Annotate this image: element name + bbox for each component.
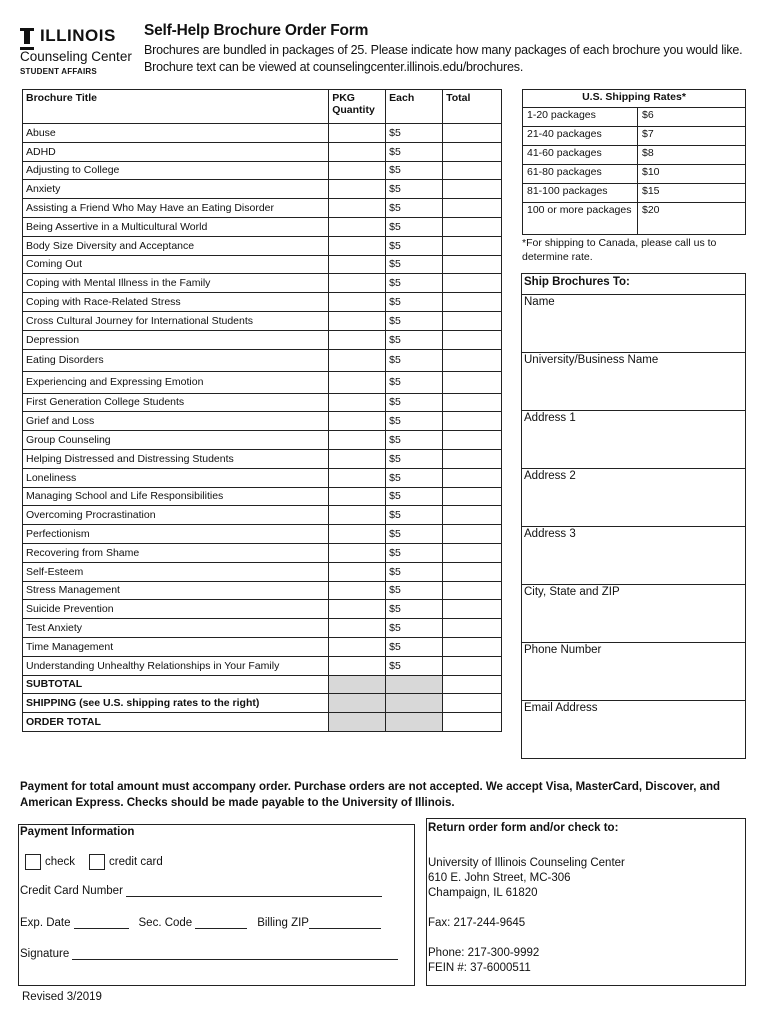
brochure-title-cell: ADHD (23, 142, 329, 161)
return-title: Return order form and/or check to: (428, 822, 619, 834)
row-total-input[interactable] (443, 199, 502, 218)
table-row (23, 525, 502, 544)
summary-qty-cell (329, 713, 386, 732)
each-price-cell: $5 (386, 656, 443, 675)
ship-to-field-label: Name (524, 296, 555, 308)
each-price-cell: $5 (386, 619, 443, 638)
each-price-cell: $5 (386, 236, 443, 255)
table-row (23, 217, 502, 236)
brochure-title-cell: Experiencing and Expressing Emotion (23, 371, 329, 393)
card-number-label: Credit Card Number (20, 885, 123, 897)
each-price-cell: $5 (386, 255, 443, 274)
each-price-cell: $5 (386, 349, 443, 371)
check-label: check (45, 856, 76, 868)
logo-main-text: ILLINOIS (40, 26, 116, 45)
col-header-total: Total (443, 90, 502, 124)
credit-card-label: credit card (109, 856, 163, 868)
row-total-input[interactable] (443, 468, 502, 487)
pkg-quantity-input[interactable] (329, 217, 386, 236)
return-line1: University of Illinois Counseling Center (428, 857, 625, 869)
return-line2: 610 E. John Street, MC-306 (428, 872, 571, 884)
each-price-cell: $5 (386, 217, 443, 236)
each-price-cell: $5 (386, 330, 443, 349)
brochure-title-cell: Suicide Prevention (23, 600, 329, 619)
each-price-cell: $5 (386, 600, 443, 619)
rate-price-cell: $6 (638, 108, 746, 127)
pkg-quantity-input[interactable] (329, 330, 386, 349)
table-row (23, 274, 502, 293)
row-total-input[interactable] (443, 349, 502, 371)
return-fein: FEIN #: 37-6000511 (428, 962, 531, 974)
shipping-rates-table (522, 89, 746, 235)
pkg-quantity-input[interactable] (329, 236, 386, 255)
each-price-cell: $5 (386, 274, 443, 293)
row-total-input[interactable] (443, 180, 502, 199)
each-price-cell: $5 (386, 543, 443, 562)
ship-to-box (521, 273, 746, 759)
ship-to-field-label: University/Business Name (524, 354, 659, 366)
rate-range-cell: 61-80 packages (523, 165, 638, 184)
payment-note: Payment for total amount must accompany order. Purchase orders are not accepted. We accept Visa, MasterCard, Discover, and American Express. Checks should be made payable to the University of Illinois. (20, 781, 721, 809)
table-row (23, 562, 502, 581)
illinois-block-i-icon (20, 28, 34, 44)
brochure-title-cell: Understanding Unhealthy Relationships in Your Family (23, 656, 329, 675)
exp-date-field[interactable] (74, 917, 129, 929)
row-total-input[interactable] (443, 562, 502, 581)
each-price-cell: $5 (386, 311, 443, 330)
table-row (23, 199, 502, 218)
row-total-input[interactable] (443, 371, 502, 393)
rate-price-cell: $7 (638, 127, 746, 146)
header (144, 22, 754, 76)
ship-to-field-label: Email Address (524, 702, 598, 714)
table-row (23, 124, 502, 143)
row-total-input[interactable] (443, 619, 502, 638)
pkg-quantity-input[interactable] (329, 293, 386, 312)
each-price-cell: $5 (386, 293, 443, 312)
shipping-row (23, 694, 502, 713)
brochure-title-cell: Grief and Loss (23, 412, 329, 431)
table-row (23, 255, 502, 274)
brochure-title-cell: Anxiety (23, 180, 329, 199)
rate-range-cell: 21-40 packages (523, 127, 638, 146)
table-row (23, 311, 502, 330)
pkg-quantity-input[interactable] (329, 180, 386, 199)
rate-range-cell: 1-20 packages (523, 108, 638, 127)
brochure-title-cell: Being Assertive in a Multicultural World (23, 217, 329, 236)
row-total-input[interactable] (443, 487, 502, 506)
ship-to-field[interactable] (521, 585, 746, 643)
table-row (23, 449, 502, 468)
ship-to-title: Ship Brochures To: (521, 273, 746, 295)
brochure-title-cell: Loneliness (23, 468, 329, 487)
shipping-rate-row (523, 184, 746, 203)
row-total-input[interactable] (443, 412, 502, 431)
billing-zip-label: Billing ZIP (257, 917, 309, 929)
table-row (23, 180, 502, 199)
pkg-quantity-input[interactable] (329, 525, 386, 544)
pkg-quantity-input[interactable] (329, 142, 386, 161)
summary-each-cell (386, 675, 443, 694)
pkg-quantity-input[interactable] (329, 255, 386, 274)
logo-sub-text: Counseling Center (20, 49, 132, 64)
row-total-input[interactable] (443, 449, 502, 468)
row-total-input[interactable] (443, 255, 502, 274)
row-total-input[interactable] (443, 293, 502, 312)
brochure-title-cell: Managing School and Life Responsibilities (23, 487, 329, 506)
row-total-input[interactable] (443, 274, 502, 293)
row-total-input[interactable] (443, 393, 502, 412)
ship-to-field-label: Address 3 (524, 528, 576, 540)
revised-date: Revised 3/2019 (22, 991, 102, 1003)
return-phone: Phone: 217-300-9992 (428, 947, 540, 959)
logo-wordmark (20, 26, 140, 46)
pkg-quantity-input[interactable] (329, 274, 386, 293)
brochure-title-cell: Depression (23, 330, 329, 349)
pkg-quantity-input[interactable] (329, 468, 386, 487)
card-number-field[interactable] (126, 885, 382, 897)
ship-to-field[interactable] (521, 411, 746, 469)
pkg-quantity-input[interactable] (329, 637, 386, 656)
summary-label: SHIPPING (see U.S. shipping rates to the right) (23, 694, 329, 713)
brochure-title-cell: Coping with Race-Related Stress (23, 293, 329, 312)
ship-to-field-label: Phone Number (524, 644, 602, 656)
each-price-cell: $5 (386, 581, 443, 600)
brochure-title-cell: Assisting a Friend Who May Have an Eating Disorder (23, 199, 329, 218)
row-total-input[interactable] (443, 236, 502, 255)
page-subtitle: Brochures are bundled in packages of 25. Please indicate how many packages of each brochure you would like. Brochure text can be viewed at counselingcenter.illinois.edu/brochures. (144, 43, 743, 74)
brochure-title-cell: Recovering from Shame (23, 543, 329, 562)
brochure-title-cell: Self-Esteem (23, 562, 329, 581)
each-price-cell: $5 (386, 562, 443, 581)
return-fax: Fax: 217-244-9645 (428, 917, 526, 929)
each-price-cell: $5 (386, 431, 443, 450)
pkg-quantity-input[interactable] (329, 161, 386, 180)
brochure-title-cell: Abuse (23, 124, 329, 143)
logo (20, 26, 140, 76)
brochure-title-cell: Adjusting to College (23, 161, 329, 180)
sec-code-label: Sec. Code (138, 917, 193, 929)
brochure-title-cell: Overcoming Procrastination (23, 506, 329, 525)
shipping-rate-row (523, 127, 746, 146)
ship-to-field[interactable] (521, 643, 746, 701)
rate-price-cell: $10 (638, 165, 746, 184)
rate-range-cell: 41-60 packages (523, 146, 638, 165)
summary-total-input[interactable] (443, 713, 502, 732)
pkg-quantity-input[interactable] (329, 656, 386, 675)
table-row (23, 330, 502, 349)
ship-to-field-label: Address 2 (524, 470, 576, 482)
rate-price-cell: $8 (638, 146, 746, 165)
table-row (23, 142, 502, 161)
subtotal-row (23, 675, 502, 694)
pkg-quantity-input[interactable] (329, 600, 386, 619)
table-row (23, 431, 502, 450)
row-total-input[interactable] (443, 311, 502, 330)
pkg-quantity-input[interactable] (329, 506, 386, 525)
signature-row (20, 948, 398, 960)
row-total-input[interactable] (443, 217, 502, 236)
summary-label: ORDER TOTAL (23, 713, 329, 732)
table-row (23, 161, 502, 180)
table-row (23, 371, 502, 393)
shipping-rate-row (523, 165, 746, 184)
each-price-cell: $5 (386, 124, 443, 143)
row-total-input[interactable] (443, 525, 502, 544)
payment-method-row (25, 854, 163, 870)
table-row (23, 349, 502, 371)
signature-label: Signature (20, 948, 70, 960)
col-header-title: Brochure Title (23, 90, 329, 124)
pkg-quantity-input[interactable] (329, 124, 386, 143)
brochure-title-cell: Stress Management (23, 581, 329, 600)
each-price-cell: $5 (386, 525, 443, 544)
rate-price-cell: $20 (638, 203, 746, 235)
each-price-cell: $5 (386, 506, 443, 525)
page-title: Self-Help Brochure Order Form (144, 22, 369, 39)
row-total-input[interactable] (443, 142, 502, 161)
exp-sec-zip-row (20, 917, 381, 929)
order-total-row (23, 713, 502, 732)
pkg-quantity-input[interactable] (329, 581, 386, 600)
row-total-input[interactable] (443, 637, 502, 656)
table-row (23, 236, 502, 255)
table-row (23, 656, 502, 675)
brochure-title-cell: Coming Out (23, 255, 329, 274)
pkg-quantity-input[interactable] (329, 412, 386, 431)
each-price-cell: $5 (386, 637, 443, 656)
brochure-table (22, 89, 502, 732)
summary-total-input[interactable] (443, 694, 502, 713)
exp-date-label: Exp. Date (20, 917, 71, 929)
credit-card-checkbox[interactable] (89, 854, 105, 870)
brochure-title-cell: Time Management (23, 637, 329, 656)
summary-qty-cell (329, 675, 386, 694)
shipping-rate-row (523, 108, 746, 127)
pkg-quantity-input[interactable] (329, 487, 386, 506)
each-price-cell: $5 (386, 161, 443, 180)
summary-total-input[interactable] (443, 675, 502, 694)
pkg-quantity-input[interactable] (329, 543, 386, 562)
brochure-title-cell: Helping Distressed and Distressing Students (23, 449, 329, 468)
table-row (23, 581, 502, 600)
payment-info-box (18, 824, 415, 986)
each-price-cell: $5 (386, 142, 443, 161)
rate-range-cell: 81-100 packages (523, 184, 638, 203)
brochure-title-cell: Coping with Mental Illness in the Family (23, 274, 329, 293)
table-row (23, 619, 502, 638)
pkg-quantity-input[interactable] (329, 349, 386, 371)
pkg-quantity-input[interactable] (329, 562, 386, 581)
row-total-input[interactable] (443, 330, 502, 349)
brochure-title-cell: Eating Disorders (23, 349, 329, 371)
row-total-input[interactable] (443, 161, 502, 180)
ship-to-field[interactable] (521, 469, 746, 527)
table-row (23, 293, 502, 312)
payment-info-title: Payment Information (20, 826, 135, 838)
table-row (23, 506, 502, 525)
brochure-title-cell: Cross Cultural Journey for International Students (23, 311, 329, 330)
table-row (23, 468, 502, 487)
each-price-cell: $5 (386, 393, 443, 412)
ship-to-field[interactable] (521, 527, 746, 585)
each-price-cell: $5 (386, 449, 443, 468)
sec-code-field[interactable] (195, 917, 247, 929)
ship-to-field-label: City, State and ZIP (524, 586, 620, 598)
shipping-rate-row (523, 203, 746, 235)
billing-zip-field[interactable] (309, 917, 381, 929)
card-number-row (20, 885, 382, 897)
summary-each-cell (386, 713, 443, 732)
summary-each-cell (386, 694, 443, 713)
pkg-quantity-input[interactable] (329, 311, 386, 330)
pkg-quantity-input[interactable] (329, 371, 386, 393)
signature-field[interactable] (72, 948, 398, 960)
ship-to-field[interactable] (521, 295, 746, 353)
table-row (23, 393, 502, 412)
each-price-cell: $5 (386, 180, 443, 199)
summary-label: SUBTOTAL (23, 675, 329, 694)
row-total-input[interactable] (443, 600, 502, 619)
row-total-input[interactable] (443, 431, 502, 450)
check-checkbox[interactable] (25, 854, 41, 870)
each-price-cell: $5 (386, 199, 443, 218)
pkg-quantity-input[interactable] (329, 449, 386, 468)
each-price-cell: $5 (386, 487, 443, 506)
shipping-rates-title: U.S. Shipping Rates* (523, 90, 746, 108)
ship-to-field[interactable] (521, 353, 746, 411)
summary-qty-cell (329, 694, 386, 713)
table-row (23, 543, 502, 562)
table-row (23, 487, 502, 506)
table-row (23, 412, 502, 431)
row-total-input[interactable] (443, 543, 502, 562)
pkg-quantity-input[interactable] (329, 619, 386, 638)
logo-sub2-text: STUDENT AFFAIRS (20, 67, 97, 76)
col-header-qty: PKG Quantity (329, 90, 386, 124)
ship-to-field-label: Address 1 (524, 412, 576, 424)
pkg-quantity-input[interactable] (329, 431, 386, 450)
brochure-title-cell: Test Anxiety (23, 619, 329, 638)
shipping-rate-row (523, 146, 746, 165)
row-total-input[interactable] (443, 581, 502, 600)
rate-range-cell: 100 or more packages (523, 203, 638, 235)
col-header-each: Each (386, 90, 443, 124)
row-total-input[interactable] (443, 124, 502, 143)
brochure-title-cell: Perfectionism (23, 525, 329, 544)
row-total-input[interactable] (443, 506, 502, 525)
row-total-input[interactable] (443, 656, 502, 675)
return-address-box (426, 818, 746, 986)
brochure-title-cell: Group Counseling (23, 431, 329, 450)
pkg-quantity-input[interactable] (329, 199, 386, 218)
shipping-rates-note: *For shipping to Canada, please call us to determine rate. (522, 237, 717, 263)
table-row (23, 637, 502, 656)
each-price-cell: $5 (386, 412, 443, 431)
each-price-cell: $5 (386, 371, 443, 393)
pkg-quantity-input[interactable] (329, 393, 386, 412)
ship-to-field[interactable] (521, 701, 746, 759)
return-line3: Champaign, IL 61820 (428, 887, 538, 899)
rate-price-cell: $15 (638, 184, 746, 203)
table-row (23, 600, 502, 619)
brochure-title-cell: Body Size Diversity and Acceptance (23, 236, 329, 255)
each-price-cell: $5 (386, 468, 443, 487)
brochure-table-header (23, 90, 502, 124)
brochure-title-cell: First Generation College Students (23, 393, 329, 412)
